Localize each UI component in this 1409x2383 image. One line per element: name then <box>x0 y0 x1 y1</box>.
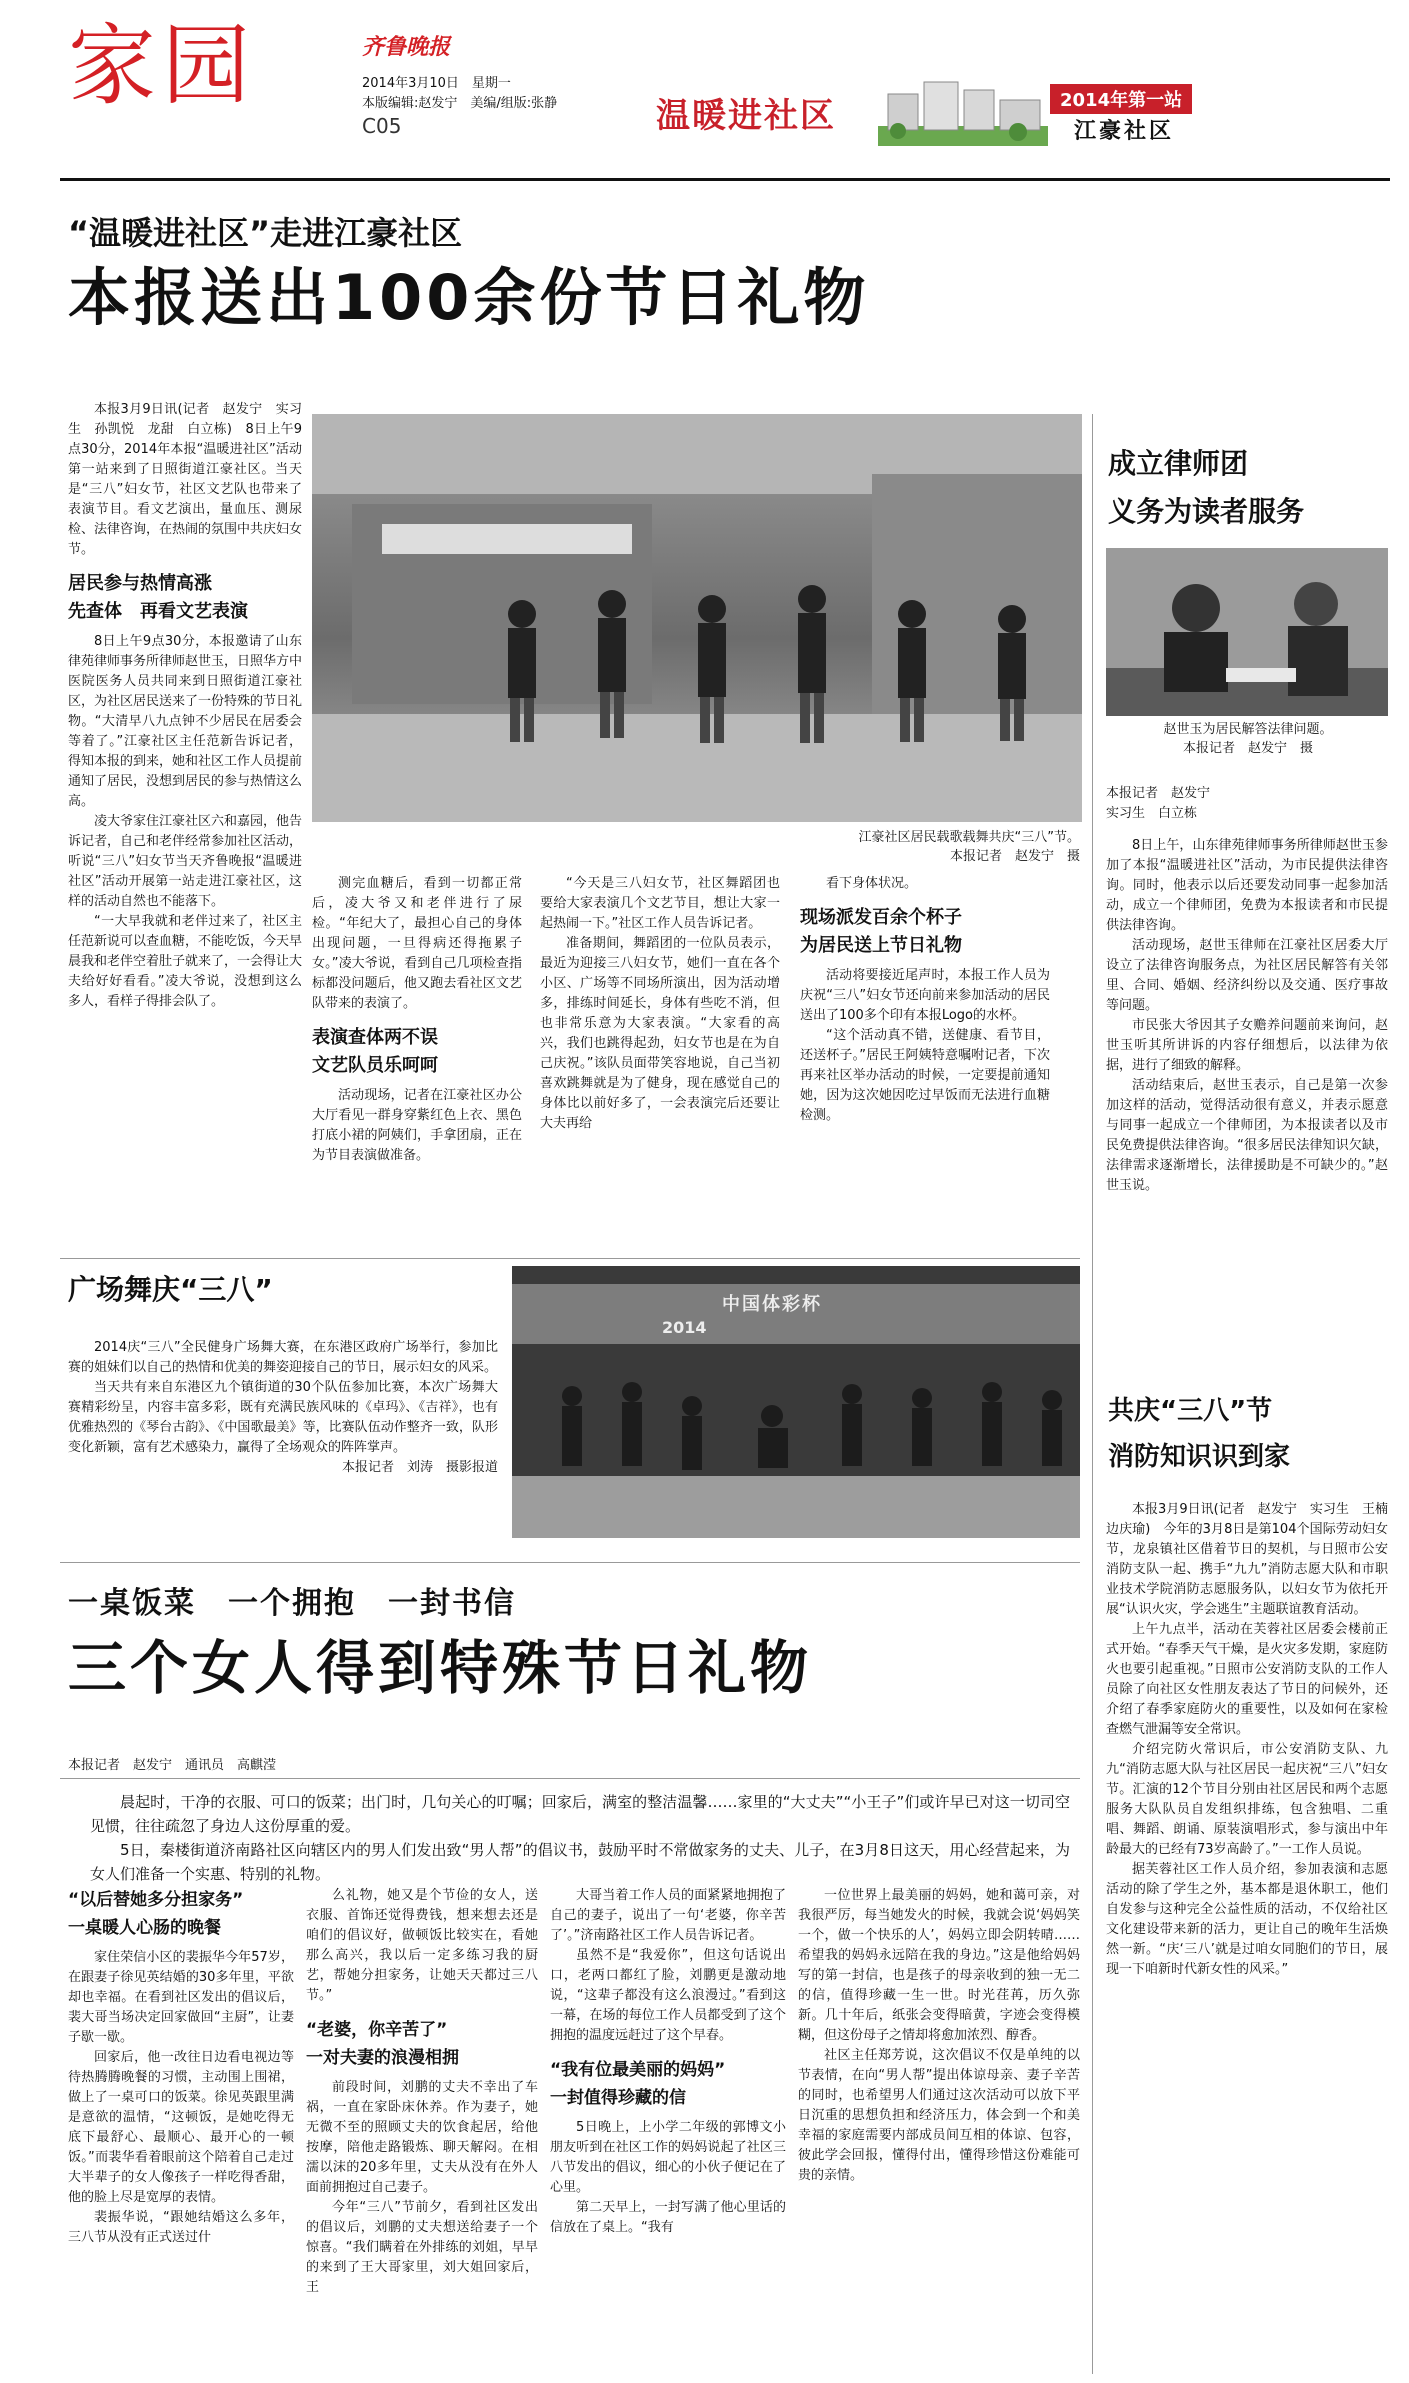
lawyer-title: 成立律师团 义务为读者服务 <box>1108 447 1305 528</box>
lead-paragraph: “这个活动真不错，送健康、看节目，还送杯子。”居民王阿姨特意嘱咐记者，下次再来社区举办活动的时候，一定要提前通知她，因为这次她因吃过早饭而无法进行血糖检测。 <box>800 1028 1050 1123</box>
lead-column-2 <box>312 874 522 1254</box>
women-paragraph: 虽然不是“我爱你”，但这句话说出口，老两口都红了脸，刘鹏更是激动地说，“这辈子都没有这么浪漫过。”看到这一幕，在场的每位工作人员都受到了这个拥抱的温度远赶过了这个早春。 <box>550 1948 786 2043</box>
dance-top-rule <box>60 1258 1080 1259</box>
lead-subhead-1: 居民参与热情高涨 先查体 再看文艺表演 <box>68 573 248 622</box>
lawyer-photo <box>1106 548 1388 716</box>
lead-paragraph: “今天是三八妇女节，社区舞蹈团也要给大家表演几个文艺节目，想让大家一起热闹一下。”社区工作人员告诉记者。 <box>540 876 780 931</box>
women-paragraph: 前段时间，刘鹏的丈夫不幸出了车祸，一直在家卧床休养。作为妻子，她无微不至的照顾丈夫的饮食起居，给他按摩，陪他走路锻炼、聊天解闷。在相濡以沫的20多年里，丈夫从没有在外人面前拥抱过自己妻子。 <box>306 2080 538 2195</box>
stop-label: 2014年第一站 <box>1060 90 1183 111</box>
paper-logo: 齐鲁晚报 <box>362 34 451 60</box>
dance-scene-illustration <box>312 414 1082 822</box>
women-paragraph: 裴振华说，“跟她结婚这么多年，三八节从没有正式送过什 <box>68 2210 294 2245</box>
lawyer-photo-caption: 赵世玉为居民解答法律问题。 本报记者 赵发宁 摄 <box>1163 722 1333 756</box>
women-subhead-1: “以后替她多分担家务” 一桌暖人心肠的晚餐 <box>68 1890 244 1938</box>
lead-paragraph: 凌大爷家住江豪社区六和嘉园，他告诉记者，自己和老伴经常参加社区活动，听说“三八”妇女节当天齐鲁晚报“温暖进社区”活动开展第一站走进江豪社区，这样的活动自然也不能落下。 <box>68 814 303 909</box>
women-paragraph: 5日晚上，上小学二年级的郭博文小朋友听到在社区工作的妈妈说起了社区三八节发出的倡议，细心的小伙子便记在了心里。 <box>550 2120 786 2195</box>
women-column-3 <box>550 1886 786 2370</box>
issue-date: 2014年3月10日 星期一 <box>362 76 511 91</box>
women-paragraph: 第二天早上，一封写满了他心里话的信放在了桌上。“我有 <box>550 2200 786 2235</box>
dance-paragraph: 当天共有来自东港区九个镇街道的30个队伍参加比赛，本次广场舞大赛精彩纷呈，内容丰富多彩，既有充满民族风味的《卓玛》、《吉祥》，也有优雅热烈的《琴台古韵》、《中国歌最美》等，比赛队伍动作整齐一致，队形变化新颖，富有艺术感染力，赢得了全场观众的阵阵掌声。 <box>68 1380 498 1455</box>
campaign-banner <box>650 70 1210 150</box>
women-paragraph: 今年“三八”节前夕，看到社区发出的倡议后，刘鹏的丈夫想送给妻子一个惊喜。“我们瞒着在外排练的刘姐，早早的来到了王大哥家里，刘大姐回家后，王 <box>306 2200 538 2295</box>
women-intro-paragraph: 晨起时，干净的衣服、可口的饭菜；出门时，几句关心的叮嘱；回家后，满室的整洁温馨……家里的“大丈夫”“小王子”们或许早已对这一切司空见惯，往往疏忽了身边人这份厚重的爱。 <box>90 1793 1070 1835</box>
masthead-rule <box>60 178 1390 181</box>
lead-paragraph: 准备期间，舞蹈团的一位队员表示，最近为迎接三八妇女节，她们一直在各个小区、广场等不同场所演出，因为活动增多，排练时间延长，身体有些吃不消，但也非常乐意为大家表演。“大家看的高兴，我们也跳得起劲，妇女节也是在为自己庆祝。”该队员面带笑容地说，自己当初喜欢跳舞就是为了健身，现在感觉自己的身体比以前好多了，一会表演完后还要让大夫再给 <box>540 936 780 1131</box>
women-subhead-3: “我有位最美丽的妈妈” 一封值得珍藏的信 <box>550 2060 726 2108</box>
fire-paragraph: 据芙蓉社区工作人员介绍，参加表演和志愿活动的除了学生之外，基本都是退休职工，他们自发参与这种完全公益性质的活动，不仅给社区文化建设带来新的活力，更让自己的晚年生活焕然一新。“庆‘三八’就是过咱女同胞们的节日，展现一下咱新时代新女性的风采。” <box>1106 1862 1388 1977</box>
dance-photo <box>512 1266 1080 1538</box>
lead-paragraph: 活动将要接近尾声时，本报工作人员为庆祝“三八”妇女节还向前来参加活动的居民送出了100多个印有本报Logo的水杯。 <box>800 968 1050 1023</box>
fire-article <box>1106 1500 1402 2370</box>
women-top-rule <box>60 1562 1080 1563</box>
lead-paragraph: 8日上午9点30分，本报邀请了山东律苑律师事务所律师赵世玉，日照华方中医院医务人员共同来到日照街道江豪社区，为社区居民送来了一份特殊的节日礼物。“大清早八九点钟不少居民在居委会等着了。”江豪社区主任范新告诉记者，得知本报的到来，她和社区工作人员提前通知了居民，没想到居民的参与热情这么高。 <box>68 634 303 809</box>
women-paragraph: 大哥当着工作人员的面紧紧地拥抱了自己的妻子，说出了一句‘老婆，你辛苦了’。”济南路社区工作人员告诉记者。 <box>550 1888 786 1943</box>
lead-subhead-2: 表演查体两不误 文艺队员乐呵呵 <box>312 1027 438 1076</box>
lead-paragraph: 测完血糖后，看到一切都正常后，凌大爷又和老伴进行了尿检。“年纪大了，最担心自己的身体出现问题，一旦得病还得拖累子女。”凌大爷说，看到自己几项检查指标都没问题后，他又跑去看社区文艺队带来的表演了。 <box>312 876 522 1011</box>
masthead <box>0 0 1409 176</box>
women-kicker: 一桌饭菜 一个拥抱 一封书信 <box>68 1586 516 1621</box>
fire-title: 共庆“三八”节 消防知识识到家 <box>1108 1396 1291 1472</box>
section-title: 家园 <box>68 14 257 117</box>
dance-title: 广场舞庆“三八” <box>68 1273 273 1306</box>
women-subhead-2: “老婆，你辛苦了” 一对夫妻的浪漫相拥 <box>306 2020 459 2068</box>
dance-banner-text: 中国体彩杯 <box>722 1294 822 1315</box>
lawyer-paragraph: 活动结束后，赵世玉表示，自己是第一次参加这样的活动，觉得活动很有意义，并表示愿意与同事一起成立一个律师团，为本报读者以及市民免费提供法律咨询。“很多居民法律知识欠缺，法律需求逐渐增长，法律援助是不可缺少的。”赵世玉说。 <box>1106 1078 1388 1193</box>
women-paragraph: 社区主任郑芳说，这次倡议不仅是单纯的以节表情，在向“男人帮”提出体谅母亲、妻子辛苦的同时，也希望男人们通过这次活动可以放下平日沉重的思想负担和经济压力，体会到一个和美幸福的家庭需要内部成员间互相的体谅、包容，彼此学会回报，懂得付出，懂得珍惜这份难能可贵的亲情。 <box>798 2048 1080 2183</box>
women-paragraph: 么礼物，她又是个节俭的女人，送衣服、首饰还觉得费钱，想来想去还是咱们的倡议好，做顿饭比较实在，看她那么高兴，我以后一定多练习我的厨艺，帮她分担家务，让她天天都过三八节。” <box>306 1888 538 2003</box>
lawyer-paragraph: 8日上午，山东律苑律师事务所律师赵世玉参加了本报“温暖进社区”活动，为市民提供法律咨询。同时，他表示以后还要发动同事一起参加活动，成立一个律师团，免费为本报读者和市民提供法律咨询。 <box>1106 838 1388 933</box>
lead-headline: 本报送出100余份节日礼物 <box>68 261 870 334</box>
lead-photo-caption: 江豪社区居民载歌载舞共庆“三八”节。 本报记者 赵发宁 摄 <box>858 830 1080 864</box>
sidebar-divider <box>1092 414 1093 2374</box>
lead-photo-dancers <box>312 414 1082 822</box>
consultation-illustration <box>1106 548 1388 716</box>
dance-byline: 本报记者 刘涛 摄影报道 <box>341 1460 498 1475</box>
lead-paragraph: 看下身体状况。 <box>826 876 918 891</box>
dance-article <box>68 1338 498 1528</box>
fire-paragraph: 上午九点半，活动在芙蓉社区居委会楼前正式开始。“春季天气干燥，是火灾多发期，家庭防火也要引起重视。”日照市公安消防支队的工作人员除了向社区女性朋友表达了节日的问候外，还介绍了春季家庭防火的重要性，以及如何在家检查燃气泄漏等安全常识。 <box>1106 1622 1388 1737</box>
women-intro <box>90 1790 1070 1883</box>
women-intro-paragraph: 5日，秦楼街道济南路社区向辖区内的男人们发出致“男人帮”的倡议书，鼓励平时不常做家务的丈夫、儿子，在3月8日这天，用心经营起来，为女人们准备一个实惠、特别的礼物。 <box>90 1841 1070 1883</box>
women-paragraph: 家住荣信小区的裴振华今年57岁，在跟妻子徐见英结婚的30多年里，平欲却也幸福。在看到社区发出的倡议后，裴大哥当场决定回家做回“主厨”，让妻子歇一歇。 <box>68 1950 294 2045</box>
women-headline: 三个女人得到特殊节日礼物 <box>68 1634 813 1702</box>
lead-subhead-3: 现场派发百余个杯子 为居民送上节日礼物 <box>800 907 962 956</box>
fire-paragraph: 介绍完防火常识后，市公安消防支队、九九“消防志愿大队与社区居民一起庆祝“三八”妇女节。汇演的12个节目分别由社区居民和两个志愿服务大队队员自发组织排练，包含独唱、二重唱、舞蹈、朗诵、原装演唱形式，参与演出中年龄最大的已经有73岁高龄了。”一工作人员说。 <box>1106 1742 1388 1857</box>
lead-paragraph: 活动现场，记者在江豪社区办公大厅看见一群身穿紫红色上衣、黑色打底小裙的阿姨们，手拿团扇，正在为节目表演做准备。 <box>312 1088 522 1163</box>
lawyer-byline: 本报记者 赵发宁 实习生 白立栋 <box>1106 786 1211 821</box>
lead-column-1 <box>68 400 302 1252</box>
lawyer-article <box>1106 784 1388 1374</box>
women-column-2 <box>306 1886 538 2370</box>
women-column-1 <box>68 1886 294 2370</box>
dance-banner-year: 2014 <box>662 1318 707 1337</box>
fire-paragraph: 本报3月9日讯(记者 赵发宁 实习生 王楠 边庆瑜) 今年的3月8日是第104个国际劳动妇女节，龙泉镇社区借着节日的契机，与日照市公安消防支队一起、携手“九九”消防志愿大队和市职业技术学院消防志愿服务队，以妇女节为依托开展“认识火灾，学会逃生”主题联谊教育活动。 <box>1106 1502 1402 1617</box>
lawyer-paragraph: 市民张大爷因其子女赡养问题前来询问，赵世玉听其所讲诉的内容仔细想后，以法律为依据，进行了细致的解释。 <box>1106 1018 1388 1073</box>
women-column-4 <box>798 1886 1080 2370</box>
women-paragraph: 回家后，他一改往日边看电视边等待热腾腾晚餐的习惯，主动围上围裙，做上了一桌可口的饭菜。徐见英跟里满是意欲的温情，“这顿饭，是她吃得无底下最舒心、最顺心、最开心的一顿饭。”而裴华看着眼前这个陪着自己走过大半辈子的女人像孩子一样吃得香甜，他的脸上尽是宽厚的表情。 <box>68 2050 294 2205</box>
women-paragraph: 一位世界上最美丽的妈妈，她和蔼可亲，对我很严厉，每当她发火的时候，我就会说‘妈妈笑一个，做一个快乐的人’，妈妈立即会阴转晴……希望我的妈妈永远陪在我的身边。”这是他给妈妈写的第一封信，也是孩子的母亲收到的独一无二的信，值得珍藏一生一世。时光荏苒，历久弥新。几十年后，纸张会变得暗黄，字迹会变得模糊，但这份母子之情却将愈加浓烈、醇香。 <box>798 1888 1080 2043</box>
women-byline: 本报记者 赵发宁 通讯员 高麒滢 <box>68 1758 277 1773</box>
editors-line: 本版编辑:赵发宁 美编/组版:张静 <box>362 96 558 111</box>
lead-column-4 <box>800 874 1050 1254</box>
community-buildings-graphic <box>878 76 1048 146</box>
community-name: 江豪社区 <box>1074 119 1175 144</box>
stop-badge <box>1050 84 1192 114</box>
women-byline-rule <box>60 1778 1080 1779</box>
lead-column-3 <box>540 874 780 1254</box>
page-number: C05 <box>362 114 402 138</box>
campaign-title: 温暖进社区 <box>656 96 836 136</box>
lead-intro: 本报3月9日讯(记者 赵发宁 实习生 孙凯悦 龙甜 白立栋) 8日上午9点30分，2014年本报“温暖进社区”活动第一站来到了日照街道江豪社区。当天是“三八”妇女节，社区文艺队也带来了表演节目。看文艺演出，量血压、测尿检、法律咨询，在热闹的氛围中共庆妇女节。 <box>68 402 303 557</box>
lawyer-paragraph: 活动现场，赵世玉律师在江豪社区居委大厅设立了法律咨询服务点，为社区居民解答有关邻里、合同、婚姻、经济纠纷以及交通、医疗事故等问题。 <box>1106 938 1388 1013</box>
dance-paragraph: 2014庆“三八”全民健身广场舞大赛，在东港区政府广场举行，参加比赛的姐妹们以自己的热情和优美的舞姿迎接自己的节日，展示妇女的风采。 <box>68 1340 498 1375</box>
lead-kicker: “温暖进社区”走进江豪社区 <box>68 214 463 252</box>
lead-paragraph: “一大早我就和老伴过来了，社区主任范新说可以查血糖，不能吃饭，今天早晨我和老伴空着肚子就来了，一会得让大夫给好好看看。”凌大爷说，没想到这么多人，看样子得排会队了。 <box>68 914 303 1009</box>
